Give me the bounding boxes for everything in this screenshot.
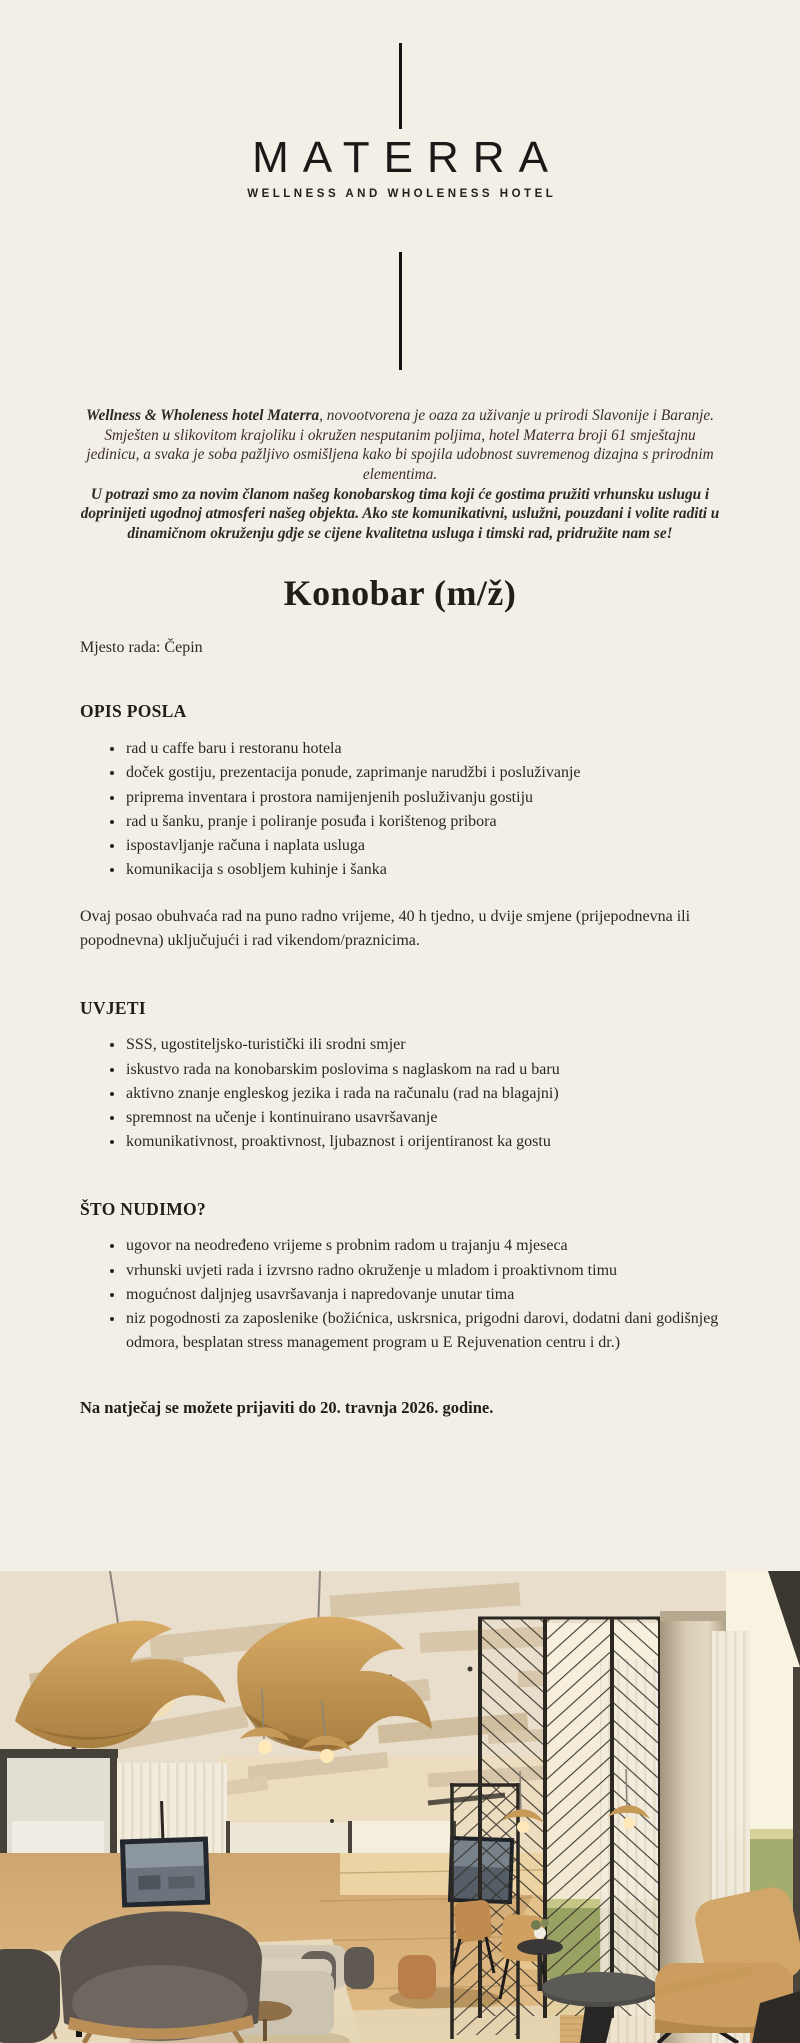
list-item: • rad u caffe baru i restoranu hotela — [125, 737, 720, 761]
flyer-header — [0, 43, 800, 370]
list-item: • komunikacija s osobljem kuhinje i šanka — [125, 858, 720, 882]
logo-top-rule — [399, 43, 402, 129]
uvjeti-list — [80, 1033, 720, 1154]
list-item: • rad u šanku, pranje i poliranje posuđa i korištenog pribora — [125, 810, 720, 834]
application-deadline: Na natječaj se možete prijaviti do 20. travnja 2026. godine. — [80, 1397, 494, 1417]
list-item: • ugovor na neodređeno vrijeme s probnim radom u trajanju 4 mjeseca — [125, 1234, 720, 1258]
list-item: • spremnost na učenje i kontinuirano usavršavanje — [125, 1106, 720, 1130]
section-heading-uvjeti: UVJETI — [80, 997, 146, 1018]
intro-second-bold: U potrazi smo za novim članom našeg konobarskog tima koji će gostima pružiti vrhunsku uslugu i doprinijeti ugodnoj atmosferi našeg objekta. Ako ste komunikativni, uslužni, pouzdani i volite raditi u dinamičnom okruženju gdje se cijene kvalitetna usluga i timski rad, pridružite nam se! — [80, 485, 720, 542]
opis-posla-list — [80, 737, 720, 883]
intro-body-text: , novootvorena je oaza za uživanje u prirodi Slavonije i Baranje. Smješten u slikovitom krajoliku i okružen nesputanim poljima, hotel Materra broji 61 smještajnu jedinicu, a svaka je soba pažljivo osmišljena kako bi spojila udobnost suvremenog dizajna s prirodnim elementima. — [86, 407, 714, 483]
list-item: • mogućnost daljnjeg usavršavanja i napredovanje unutar tima — [125, 1283, 720, 1307]
list-item: • komunikativnost, proaktivnost, ljubaznost i orijentiranost ka gostu — [125, 1130, 720, 1154]
list-item: • aktivno znanje engleskog jezika i rada na računalu (rad na blagajni) — [125, 1082, 720, 1106]
list-item: • doček gostiju, prezentacija ponude, zaprimanje narudžbi i posluživanje — [125, 761, 720, 785]
logo-tagline: WELLNESS AND WHOLENESS HOTEL — [247, 188, 557, 201]
list-item: • iskustvo rada na konobarskim poslovima s naglaskom na rad u baru — [125, 1058, 720, 1082]
job-title: Konobar (m/ž) — [283, 573, 517, 614]
lobby-photo — [0, 1571, 800, 2043]
job-location: Mjesto rada: Čepin — [80, 639, 203, 657]
list-item: • ispostavljanje računa i naplata usluga — [125, 834, 720, 858]
working-hours-note: Ovaj posao obuhvaća rad na puno radno vrijeme, 40 h tjedno, u dvije smjene (prijepodnevna ili popodnevna) uključujući i rad vikendom/praznicima. — [80, 907, 691, 950]
list-item: • vrhunski uvjeti rada i izvrsno radno okruženje u mladom i proaktivnom timu — [125, 1259, 720, 1283]
logo-bottom-rule — [399, 252, 402, 370]
section-heading-opis-posla: OPIS POSLA — [80, 701, 187, 722]
section-heading-sto-nudimo: ŠTO NUDIMO? — [80, 1198, 206, 1219]
list-item: • niz pogodnosti za zaposlenike (božićnica, uskrsnica, prigodni darovi, dodatni dani godišnjeg odmora, besplatan stress management program u E Rejuvenation centru i dr.) — [125, 1307, 720, 1356]
intro-lead-bold: Wellness & Wholeness hotel Materra — [85, 407, 320, 425]
job-description — [80, 639, 720, 1417]
intro-paragraph — [80, 406, 720, 543]
logo-wordmark: MATERRA — [252, 133, 562, 182]
list-item: • SSS, ugostiteljsko-turistički ili srodni smjer — [125, 1033, 720, 1057]
hotel-logo — [0, 135, 800, 200]
lobby-photo-illustration — [0, 1571, 800, 2043]
list-item: • priprema inventara i prostora namijenjenih posluživanju gostiju — [125, 786, 720, 810]
sto-nudimo-list — [80, 1234, 720, 1355]
